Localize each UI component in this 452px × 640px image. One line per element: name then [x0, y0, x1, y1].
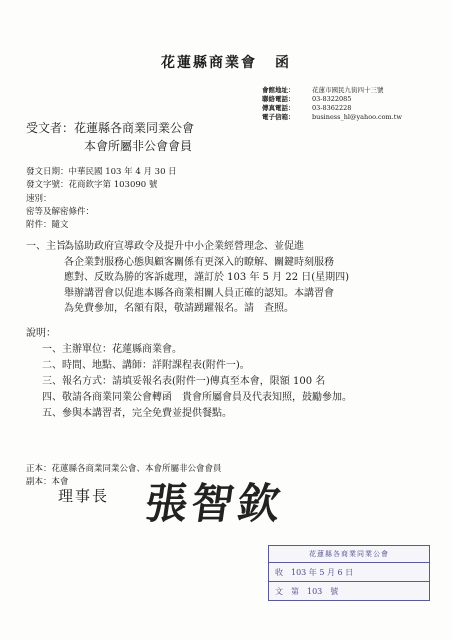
stamp-number: 文 第 103 號	[269, 581, 429, 600]
contact-phone: 聯絡電話： 03-8322085	[262, 95, 352, 103]
subject-label: 一、主旨：	[26, 241, 76, 252]
contact-block	[262, 86, 402, 122]
explanation-item: 四、敬請各商業同業公會轉函 貴會所屬會員及代表知照，鼓勵參加。	[42, 392, 352, 403]
document-title	[0, 52, 452, 72]
meta-classification: 密等及解密條件：	[26, 206, 95, 217]
meta-speed: 速別：	[26, 193, 52, 204]
meta-doc-number: 發文字號： 花商欽字第 103090 號	[26, 180, 158, 191]
subject-block	[26, 239, 436, 317]
contact-email: 電子信箱： business_hl@yahoo.com.tw	[262, 113, 402, 121]
recipient-block	[26, 119, 194, 155]
doc-type: 函	[275, 55, 291, 71]
contact-address: 會館地址： 花蓮市國民九街四十三號	[262, 86, 384, 94]
stamp-date: 收 103 年 5 月 6 日	[275, 567, 354, 577]
subject-line: 各企業對服務心態與顧客關係有更深入的瞭解、關鍵時刻服務	[64, 256, 334, 268]
contact-fax: 傳真電話： 03-8362228	[262, 104, 352, 112]
subject-line: 應對、反敗為勝的客訴處理，謹訂於 103 年 5 月 22 日(星期四)	[64, 272, 350, 283]
explanation-item: 二、時間、地點、講師：詳附課程表(附件一)。	[42, 360, 250, 371]
subject-line: 為協助政府宣導政令及提升中小企業經營理念、並促進	[64, 241, 304, 252]
meta-attachment: 附件： 隨文	[26, 220, 69, 231]
explanation-item: 一、主辦單位：花蓮縣商業會。	[42, 344, 182, 355]
recipient-label: 受文者：	[26, 121, 75, 135]
explanation-label: 說明：	[26, 328, 56, 339]
subject-line: 為免費參加，名額有限，敬請踴躍報名。請 查照。	[64, 303, 294, 314]
carbon-copy: 副本：本會	[26, 477, 69, 487]
explanation-item: 五、參與本講習者，完全免費並提供餐點。	[42, 408, 232, 419]
received-stamp	[268, 545, 430, 601]
explanation-block	[26, 326, 352, 422]
stamp-org: 花蓮縣各商業同業公會	[269, 546, 429, 563]
chairman-title: 理事長	[58, 487, 110, 505]
recipient-line1: 花蓮縣各商業同業公會	[74, 121, 195, 135]
subject-line: 舉辦講習會以促進本縣各商業相關人員正確的認知。本講習會	[64, 287, 334, 299]
explanation-item: 三、報名方式：請填妥報名表(附件一)傳真至本會，限額 100 名	[42, 376, 326, 387]
meta-date: 發文日期： 中華民國 103 年 4 月 30 日	[26, 167, 177, 177]
meta-block	[26, 166, 177, 232]
org-title: 花蓮縣商業會	[161, 55, 257, 71]
main-copy: 正本：花蓮縣各商業同業公會、本會所屬非公會會員	[26, 464, 222, 474]
chairman-signature: 張智欽	[142, 479, 288, 528]
recipient-line2: 本會所屬非公會會員	[84, 139, 193, 153]
